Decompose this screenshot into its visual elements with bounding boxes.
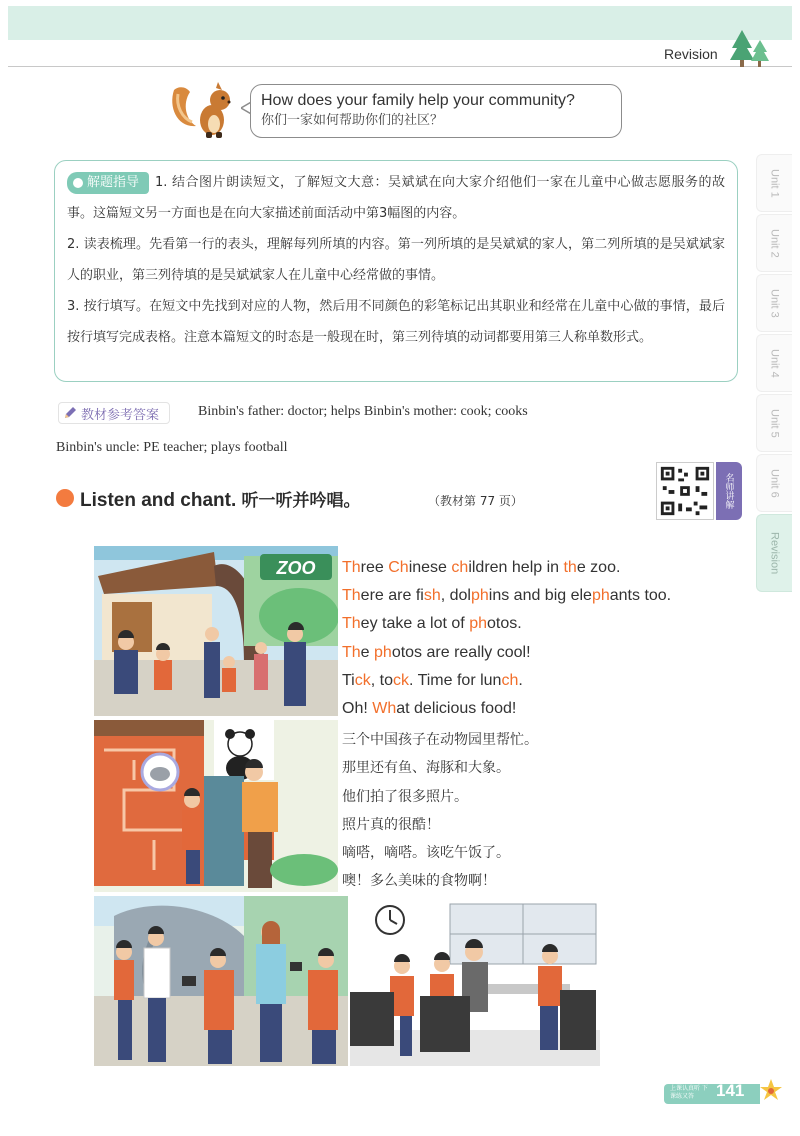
answer-badge-label: 教材参考答案 (81, 407, 160, 423)
section-title-zh: 听一听并吟唱。 (241, 491, 361, 511)
chant-highlight: ch (451, 559, 469, 576)
tab-unit-2[interactable] (756, 214, 792, 272)
section-label: Revision (664, 46, 718, 62)
mascot-icon (760, 1078, 782, 1104)
tab-label: Unit 6 (768, 468, 781, 498)
chant-text: , to (370, 671, 393, 689)
chant-highlight: th (563, 559, 577, 576)
chant-highlight: Ch (388, 559, 409, 576)
squirrel-icon (168, 82, 246, 140)
tab-unit-5[interactable] (756, 394, 792, 452)
chant-zh-line: 嘀嗒，嘀嗒。该吃午饭了。 (342, 845, 510, 862)
tab-label: Unit 3 (768, 288, 781, 318)
chant-highlight: ch (501, 671, 519, 689)
chant-highlight: Th (342, 587, 361, 605)
chant-zh-line: 照片真的很酷！ (342, 816, 440, 833)
tab-label: Unit 2 (768, 228, 781, 258)
chant-text: at delicious food! (396, 699, 517, 717)
answer-badge (58, 402, 170, 424)
guidance-paragraph-1 (67, 167, 725, 229)
badge-dot-icon (73, 178, 83, 188)
chant-highlight: Th (342, 615, 361, 633)
chant-english (342, 554, 742, 723)
chant-text: otos. (486, 615, 522, 633)
tab-unit-3[interactable] (756, 274, 792, 332)
section-bullet-icon (56, 489, 74, 507)
chant-highlight: sh (423, 587, 441, 605)
question-bubble (250, 84, 622, 138)
chant-text: Ti (342, 671, 355, 689)
guidance-badge (67, 172, 149, 194)
header-rule (8, 66, 792, 67)
guidance-badge-label: 解题指导 (87, 175, 140, 190)
chant-text: . Time for lun (408, 671, 502, 689)
tree-icon (728, 28, 772, 68)
tab-unit-6[interactable] (756, 454, 792, 512)
tab-label: Unit 1 (768, 168, 781, 198)
pencil-icon (63, 406, 77, 420)
section-title (80, 486, 361, 512)
qr-tag[interactable] (716, 462, 742, 520)
chant-line (342, 667, 742, 695)
chant-line (342, 554, 742, 582)
chant-highlight: ph (470, 587, 489, 605)
qr-code-icon[interactable] (656, 462, 714, 520)
chant-highlight: ph (374, 643, 392, 661)
tab-revision[interactable] (756, 514, 792, 592)
tab-label: Revision (768, 531, 781, 575)
chant-text: ants too. (609, 587, 672, 605)
chant-zh-line: 噢！多么美味的食物啊！ (342, 873, 496, 890)
zoo-entrance-illustration (94, 546, 338, 716)
chant-text: ere are fi (360, 587, 424, 605)
chant-line (342, 582, 742, 610)
header-band (8, 6, 792, 40)
question-zh: 你们一家如何帮助你们的社区？ (261, 113, 444, 128)
chant-text: ins and big ele (488, 587, 592, 605)
chant-line (342, 610, 742, 638)
chant-text: otos are really cool! (391, 643, 531, 661)
section-title-en: Listen and chant. (80, 490, 237, 511)
tab-unit-4[interactable] (756, 334, 792, 392)
tab-label: Unit 4 (768, 348, 781, 378)
chant-text: ree (360, 559, 389, 576)
chant-highlight: Wh (372, 699, 397, 717)
chant-highlight: Th (342, 643, 361, 661)
footer-slogan: 上课认真听 下课练又答 (670, 1085, 708, 1100)
guidance-text-1: 1. 结合图片朗读短文，了解短文大意：吴斌斌在向大家介绍他们一家在儿童中心做志愿服务的故事。这篇短文另一方面也是在向大家描述前面活动中第3幅图的内容。 (67, 175, 725, 221)
chant-line (342, 639, 742, 667)
chant-text: . (518, 671, 523, 689)
chant-zh-line: 三个中国孩子在动物园里帮忙。 (342, 732, 538, 748)
guidance-box (54, 160, 738, 382)
chant-text: ildren help in (468, 559, 564, 576)
chant-text: e (360, 643, 375, 661)
zoo-sign: ZOO (276, 558, 316, 578)
chant-text: , dol (440, 587, 471, 605)
textbook-reference: （教材第 77 页） (428, 494, 523, 508)
guidance-paragraph-2: 2. 读表梳理。先看第一行的表头，理解每列所填的内容。第一列所填的是吴斌斌的家人，第二列所填的是吴斌斌家人的职业，第三列待填的是吴斌斌家人在儿童中心经常做的事情。 (67, 237, 725, 283)
chant-highlight: ck (392, 671, 409, 689)
lunch-illustration (350, 900, 600, 1066)
chant-highlight: Th (342, 559, 361, 576)
tab-unit-1[interactable] (756, 154, 792, 212)
guidance-paragraph-3: 3. 按行填写。在短文中先找到对应的人物，然后用不同颜色的彩笔标记出其职业和经常在儿童中心做的事情，最后按行填写完成表格。注意本篇短文的时态是一般现在时，第三列待填的动词都要用第三人称单数形式。 (67, 299, 725, 345)
chant-text: inese (408, 559, 452, 576)
chant-highlight: ck (354, 671, 371, 689)
aquarium-illustration (94, 720, 338, 892)
chant-highlight: ph (469, 615, 487, 633)
chant-text: Oh! (342, 699, 373, 717)
chant-line (342, 695, 742, 723)
answer-line-1: Binbin's father: doctor; helps Binbin's mother: cook; cooks (198, 404, 528, 419)
chant-highlight: ph (591, 587, 610, 605)
chant-text: e zoo. (576, 559, 621, 576)
taking-photos-illustration (94, 896, 348, 1066)
chant-text: ey take a lot of (360, 615, 470, 633)
chant-zh-line: 那里还有鱼、海豚和大象。 (342, 760, 510, 777)
tab-label: Unit 5 (768, 408, 781, 438)
chant-zh-line: 他们拍了很多照片。 (342, 788, 468, 805)
question-en: How does your family help your community? (261, 92, 575, 109)
chant-chinese (342, 726, 642, 896)
answer-line-2: Binbin's uncle: PE teacher; plays football (56, 440, 288, 455)
page-number: 141 (716, 1081, 745, 1100)
qr-tag-label: 名师讲解 (723, 473, 734, 509)
